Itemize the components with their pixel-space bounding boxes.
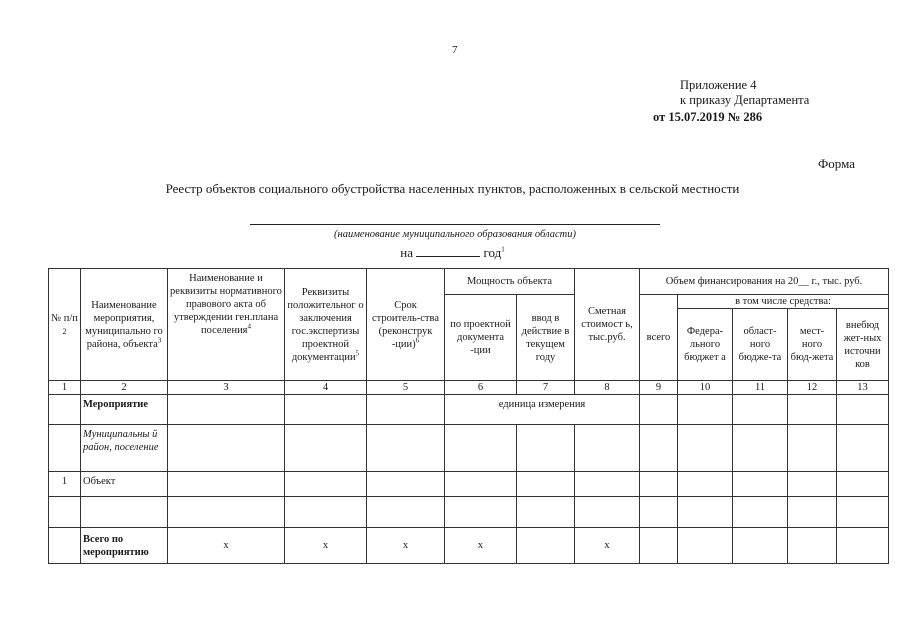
empty-row [49, 497, 889, 528]
unit-of-measure-label: единица измерения [445, 395, 640, 425]
column-number: 12 [788, 381, 837, 395]
header-funding: Объем финансирования на 20__ г., тыс. руб. [640, 269, 889, 295]
appendix-subtitle: к приказу Департамента [680, 93, 810, 107]
year-prefix: на [400, 245, 413, 260]
event-row [49, 395, 889, 425]
column-number: 3 [168, 381, 285, 395]
header-funding-including: в том числе средства: [678, 295, 889, 309]
header-capacity-project: по проектной документа -ции [445, 295, 517, 381]
header-extrabudget: внебюд жет-ных источни ков [837, 309, 889, 381]
header-expertise: Реквизиты положительног о заключения гос.экспертизы проектной документации$^5$ [285, 269, 367, 381]
header-legal-act: Наименование и реквизиты нормативного правового акта об утверждении ген.плана поселения$^4$ [168, 269, 285, 381]
header-local: мест-ного бюд-жета [788, 309, 837, 381]
column-number: 4 [285, 381, 367, 395]
event-label: Мероприятие [81, 395, 168, 425]
appendix-title: Приложение 4 [680, 78, 757, 92]
total-label: Всего по мероприятию [81, 528, 168, 564]
column-number: 10 [678, 381, 733, 395]
registry-table [48, 268, 889, 564]
header-capacity-commission: ввод в действие в текущем году [517, 295, 575, 381]
object-number: 1 [49, 472, 81, 497]
appendix-order: от 15.07.2019 № 286 [653, 110, 763, 124]
page-number: 7 [452, 44, 458, 56]
column-number: 8 [575, 381, 640, 395]
column-number-row [49, 381, 889, 395]
column-number: 2 [81, 381, 168, 395]
x-mark: х [285, 528, 367, 564]
object-label: Объект [81, 472, 168, 497]
column-number: 7 [517, 381, 575, 395]
municipality-fill-line [250, 224, 660, 225]
header-funding-total: всего [640, 295, 678, 381]
header-num: № п/п 2 [49, 269, 81, 381]
year-blank [416, 244, 480, 257]
document-title: Реестр объектов социального обустройства населенных пунктов, расположенных в сельской местности [165, 181, 740, 196]
column-number: 5 [367, 381, 445, 395]
year-footnote: 1 [501, 245, 505, 254]
column-number: 6 [445, 381, 517, 395]
x-mark: х [575, 528, 640, 564]
header-capacity: Мощность объекта [445, 269, 575, 295]
x-mark: х [367, 528, 445, 564]
column-number: 1 [49, 381, 81, 395]
header-name: Наименование мероприятия, муниципально го района, объекта$^3$ [81, 269, 168, 381]
x-mark: х [445, 528, 517, 564]
x-mark: х [168, 528, 285, 564]
header-term: Срок строитель-ства (реконструк -ции)$^6$ [367, 269, 445, 381]
column-number: 11 [733, 381, 788, 395]
form-label: Форма [818, 156, 855, 171]
municipality-caption: (наименование муниципального образования области) [334, 229, 576, 240]
column-number: 13 [837, 381, 889, 395]
appendix-header [680, 78, 809, 108]
municipal-district-label: Муниципальны й район, поселение [81, 425, 168, 472]
header-federal: Федера-льного бюджет а [678, 309, 733, 381]
year-line [0, 244, 905, 261]
total-row [49, 528, 889, 564]
header-cost: Сметная стоимост ь, тыс.руб. [575, 269, 640, 381]
municipal-row [49, 425, 889, 472]
column-number: 9 [640, 381, 678, 395]
object-row [49, 472, 889, 497]
header-regional: област-ного бюдже-та [733, 309, 788, 381]
year-suffix: год [483, 245, 502, 260]
